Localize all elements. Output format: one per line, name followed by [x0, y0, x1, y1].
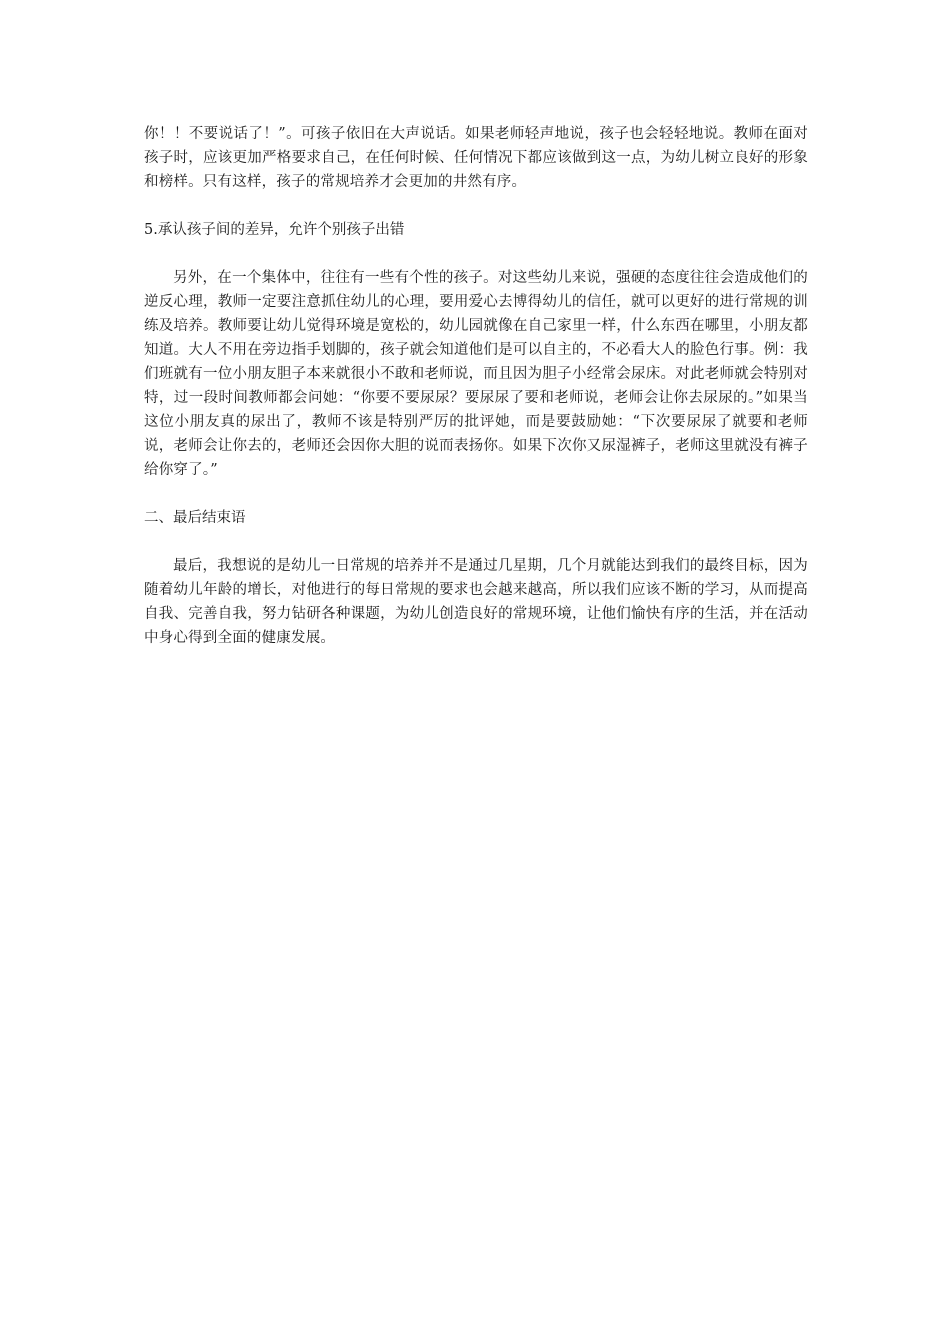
paragraph-continuation: 你！！不要说话了！”。可孩子依旧在大声说话。如果老师轻声地说，孩子也会轻轻地说。教师在面对孩子时，应该更加严格要求自己，在任何时候、任何情况下都应该做到这一点，为幼儿树立良好的形象和榜样。只有这样，孩子的常规培养才会更加的井然有序。: [144, 126, 808, 190]
document-page: [144, 122, 808, 650]
section-heading-5: 5.承认孩子间的差异，允许个别孩子出错: [144, 222, 405, 238]
section-heading-conclusion: 二、最后结束语: [144, 510, 246, 526]
paragraph-differences: 另外，在一个集体中，往往有一些有个性的孩子。对这些幼儿来说，强硬的态度往往会造成他们的逆反心理，教师一定要注意抓住幼儿的心理，要用爱心去博得幼儿的信任，就可以更好的进行常规的训练及培养。教师要让幼儿觉得环境是宽松的，幼儿园就像在自己家里一样，什么东西在哪里，小朋友都知道。大人不用在旁边指手划脚的，孩子就会知道他们是可以自主的，不必看大人的脸色行事。例：我们班就有一位小朋友胆子本来就很小不敢和老师说，而且因为胆子小经常会尿床。对此老师就会特别对特，过一段时间教师都会问她：“你要不要尿尿？要尿尿了要和老师说，老师会让你去尿尿的。”如果当这位小朋友真的尿出了，教师不该是特别严厉的批评她，而是要鼓励她：“下次要尿尿了就要和老师说，老师会让你去的，老师还会因你大胆的说而表扬你。如果下次你又尿湿裤子，老师这里就没有裤子给你穿了。”: [144, 270, 808, 478]
paragraph-conclusion: 最后，我想说的是幼儿一日常规的培养并不是通过几星期，几个月就能达到我们的最终目标，因为随着幼儿年龄的增长，对他进行的每日常规的要求也会越来越高，所以我们应该不断的学习，从而提高自我、完善自我，努力钻研各种课题，为幼儿创造良好的常规环境，让他们愉快有序的生活，并在活动中身心得到全面的健康发展。: [144, 558, 808, 646]
